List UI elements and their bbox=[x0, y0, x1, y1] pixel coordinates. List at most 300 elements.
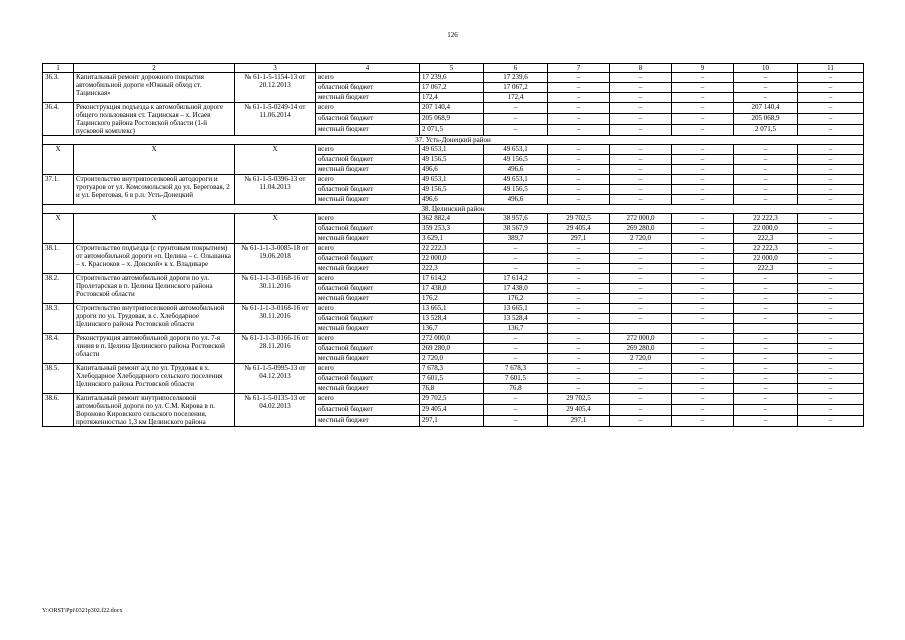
amount-cell: – bbox=[798, 354, 864, 364]
amount-cell: 22 000,0 bbox=[734, 224, 798, 234]
amount-cell: – bbox=[734, 374, 798, 384]
amount-cell: 29 702,5 bbox=[420, 394, 484, 405]
amount-cell: – bbox=[484, 354, 548, 364]
budget-type: областной бюджет bbox=[316, 155, 420, 165]
amount-cell: – bbox=[672, 175, 734, 185]
budget-type: всего bbox=[316, 73, 420, 83]
object-name: Реконструкция автомобильной дороги по ул. 7-я линия в п. Целина Целинского района Ростовской области bbox=[74, 334, 235, 364]
amount-cell: 496,6 bbox=[484, 165, 548, 175]
column-number: 10 bbox=[734, 64, 798, 73]
amount-cell: 207 140,4 bbox=[420, 103, 484, 114]
table-row bbox=[43, 334, 864, 344]
amount-cell: – bbox=[548, 304, 610, 314]
budget-type: областной бюджет bbox=[316, 114, 420, 125]
amount-cell: 17 438,0 bbox=[484, 284, 548, 294]
amount-cell: 496,6 bbox=[484, 195, 548, 205]
amount-cell: – bbox=[734, 195, 798, 205]
object-name: Капитальный ремонт внутрипоселковой автомобильной дороги по ул. С.М. Кирова в п. Вороново Кировского сельского поселения, протяженностью 1,3 км Целинского района bbox=[74, 394, 235, 427]
district-heading-row bbox=[43, 136, 864, 145]
amount-cell: – bbox=[672, 185, 734, 195]
amount-cell: – bbox=[548, 185, 610, 195]
amount-cell: 205 068,9 bbox=[734, 114, 798, 125]
amount-cell: – bbox=[548, 165, 610, 175]
amount-cell: – bbox=[484, 103, 548, 114]
amount-cell: – bbox=[672, 155, 734, 165]
column-number: 5 bbox=[420, 64, 484, 73]
amount-cell: 7 601,5 bbox=[484, 374, 548, 384]
amount-cell: – bbox=[548, 145, 610, 155]
amount-cell: 222,3 bbox=[734, 264, 798, 274]
document-number: № 61-1-1-3-0168-16 от 30.11.2016 bbox=[235, 304, 316, 334]
amount-cell: – bbox=[672, 334, 734, 344]
budget-type: областной бюджет bbox=[316, 224, 420, 234]
amount-cell: 22 222,3 bbox=[734, 214, 798, 224]
amount-cell: – bbox=[672, 314, 734, 324]
amount-cell: 496,6 bbox=[420, 165, 484, 175]
amount-cell: 272 000,0 bbox=[610, 214, 672, 224]
amount-cell: – bbox=[548, 103, 610, 114]
district-heading: 37. Усть-Донецкий район bbox=[43, 136, 864, 145]
amount-cell: – bbox=[798, 405, 864, 416]
amount-cell: – bbox=[610, 284, 672, 294]
amount-cell: – bbox=[798, 314, 864, 324]
amount-cell: 297,1 bbox=[420, 416, 484, 427]
amount-cell: 136,7 bbox=[484, 324, 548, 334]
amount-cell: – bbox=[798, 125, 864, 136]
amount-cell: – bbox=[734, 284, 798, 294]
budget-type: местный бюджет bbox=[316, 93, 420, 103]
amount-cell: – bbox=[798, 274, 864, 284]
amount-cell: – bbox=[672, 274, 734, 284]
amount-cell: – bbox=[548, 274, 610, 284]
budget-type: местный бюджет bbox=[316, 195, 420, 205]
amount-cell: – bbox=[610, 175, 672, 185]
amount-cell: – bbox=[548, 114, 610, 125]
amount-cell: – bbox=[798, 93, 864, 103]
amount-cell: 17 067,2 bbox=[484, 83, 548, 93]
amount-cell: – bbox=[548, 354, 610, 364]
amount-cell: – bbox=[798, 304, 864, 314]
amount-cell: 17 438,0 bbox=[420, 284, 484, 294]
amount-cell: – bbox=[610, 155, 672, 165]
item-number: Х bbox=[43, 214, 74, 244]
budget-type: местный бюджет bbox=[316, 165, 420, 175]
budget-type: областной бюджет bbox=[316, 374, 420, 384]
budget-type: местный бюджет bbox=[316, 384, 420, 394]
amount-cell: – bbox=[672, 394, 734, 405]
amount-cell: – bbox=[672, 103, 734, 114]
object-name: Капитальный ремонт а/д по ул. Трудовая в х. Хлебодарное Хлебодарного сельского поселения Целинского района Ростовской области bbox=[74, 364, 235, 394]
amount-cell: 269 280,0 bbox=[420, 344, 484, 354]
amount-cell: – bbox=[798, 244, 864, 254]
budget-type: местный бюджет bbox=[316, 294, 420, 304]
amount-cell: – bbox=[734, 175, 798, 185]
budget-type: местный бюджет bbox=[316, 354, 420, 364]
amount-cell: – bbox=[798, 394, 864, 405]
table-row bbox=[43, 274, 864, 284]
object-name: Строительство автомобильной дороги по ул. Пролетарская в п. Целина Целинского района Ростовской области bbox=[74, 274, 235, 304]
amount-cell: 172,4 bbox=[484, 93, 548, 103]
amount-cell: – bbox=[484, 264, 548, 274]
amount-cell: 2 071,5 bbox=[420, 125, 484, 136]
document-number: № 61-1-5-0135-13 от 04.02.2013 bbox=[235, 394, 316, 427]
table-row bbox=[43, 73, 864, 83]
object-name: Х bbox=[74, 214, 235, 244]
amount-cell: – bbox=[734, 83, 798, 93]
amount-cell: – bbox=[798, 254, 864, 264]
amount-cell: – bbox=[610, 195, 672, 205]
amount-cell: – bbox=[798, 155, 864, 165]
amount-cell bbox=[610, 324, 672, 334]
amount-cell: – bbox=[484, 394, 548, 405]
amount-cell: 3 629,1 bbox=[420, 234, 484, 244]
table-row bbox=[43, 364, 864, 374]
table-row bbox=[43, 244, 864, 254]
amount-cell: 2 720,0 bbox=[420, 354, 484, 364]
budget-type: всего bbox=[316, 304, 420, 314]
budget-type: всего bbox=[316, 274, 420, 284]
amount-cell: – bbox=[798, 374, 864, 384]
amount-cell: 207 140,4 bbox=[734, 103, 798, 114]
object-name: Реконструкция подъезда к автомобильной дороге общего пользования ст. Тацинская – х. Исаев Тацинского района Ростовской области (1-й пусковой комплекс) bbox=[74, 103, 235, 136]
column-number-row bbox=[43, 64, 864, 73]
amount-cell: – bbox=[610, 304, 672, 314]
item-number: 38.4. bbox=[43, 334, 74, 364]
amount-cell: 17 614,2 bbox=[484, 274, 548, 284]
amount-cell: 13 528,4 bbox=[420, 314, 484, 324]
amount-cell: 176,2 bbox=[420, 294, 484, 304]
amount-cell: – bbox=[672, 224, 734, 234]
amount-cell: – bbox=[734, 93, 798, 103]
amount-cell: – bbox=[734, 304, 798, 314]
amount-cell: – bbox=[798, 185, 864, 195]
amount-cell: 7 678,3 bbox=[420, 364, 484, 374]
amount-cell: 272 000,0 bbox=[420, 334, 484, 344]
amount-cell: – bbox=[484, 244, 548, 254]
amount-cell: – bbox=[734, 314, 798, 324]
amount-cell: 38 957,6 bbox=[484, 214, 548, 224]
budget-type: всего bbox=[316, 244, 420, 254]
amount-cell: – bbox=[672, 83, 734, 93]
amount-cell: – bbox=[484, 344, 548, 354]
object-name: Строительство внутрипоселковой автомобильной дороги по ул. Трудовая, в с. Хлебодарное Целинского района Ростовской области bbox=[74, 304, 235, 334]
amount-cell: 222,3 bbox=[420, 264, 484, 274]
table-row bbox=[43, 175, 864, 185]
amount-cell: – bbox=[610, 103, 672, 114]
amount-cell: 13 528,4 bbox=[484, 314, 548, 324]
amount-cell: 29 405,4 bbox=[548, 224, 610, 234]
amount-cell: – bbox=[798, 384, 864, 394]
amount-cell: – bbox=[672, 294, 734, 304]
item-number: 38.1. bbox=[43, 244, 74, 274]
amount-cell: – bbox=[734, 394, 798, 405]
amount-cell: 269 280,0 bbox=[610, 344, 672, 354]
amount-cell: – bbox=[672, 264, 734, 274]
amount-cell: – bbox=[610, 394, 672, 405]
amount-cell: – bbox=[798, 294, 864, 304]
table-row bbox=[43, 145, 864, 155]
amount-cell bbox=[798, 324, 864, 334]
amount-cell: – bbox=[798, 416, 864, 427]
amount-cell: – bbox=[734, 165, 798, 175]
document-number: № 61-1-5-0396-13 от 11.04.2013 bbox=[235, 175, 316, 205]
amount-cell: – bbox=[610, 73, 672, 83]
amount-cell: – bbox=[548, 155, 610, 165]
column-number: 4 bbox=[316, 64, 420, 73]
amount-cell: – bbox=[672, 384, 734, 394]
amount-cell: – bbox=[548, 374, 610, 384]
amount-cell: – bbox=[548, 284, 610, 294]
amount-cell: – bbox=[548, 364, 610, 374]
amount-cell: 389,7 bbox=[484, 234, 548, 244]
object-name: Капитальный ремонт дорожного покрытия автомобильной дороги «Южный обход ст. Тацинская» bbox=[74, 73, 235, 103]
amount-cell: – bbox=[672, 234, 734, 244]
amount-cell: – bbox=[734, 354, 798, 364]
document-number: № 61-1-1-3-0166-16 от 28.11.2016 bbox=[235, 334, 316, 364]
amount-cell: – bbox=[484, 125, 548, 136]
budget-type: областной бюджет bbox=[316, 254, 420, 264]
table-row bbox=[43, 214, 864, 224]
amount-cell: – bbox=[734, 416, 798, 427]
document-number: Х bbox=[235, 214, 316, 244]
amount-cell: 362 882,4 bbox=[420, 214, 484, 224]
budget-type: всего bbox=[316, 103, 420, 114]
amount-cell: 272 000,0 bbox=[610, 334, 672, 344]
amount-cell: – bbox=[548, 195, 610, 205]
amount-cell: – bbox=[548, 73, 610, 83]
file-path-footer: Y:\ORST\Ppi\0321p302.f22.docx bbox=[42, 608, 123, 614]
amount-cell: – bbox=[672, 405, 734, 416]
amount-cell: – bbox=[734, 274, 798, 284]
amount-cell: – bbox=[610, 185, 672, 195]
amount-cell: – bbox=[610, 254, 672, 264]
amount-cell: – bbox=[672, 125, 734, 136]
amount-cell: – bbox=[672, 416, 734, 427]
document-number: № 61-1-1-3-0168-16 от 30.11.2016 bbox=[235, 274, 316, 304]
amount-cell: 29 405,4 bbox=[420, 405, 484, 416]
amount-cell: – bbox=[798, 264, 864, 274]
amount-cell: – bbox=[548, 254, 610, 264]
amount-cell: 49 653,1 bbox=[484, 145, 548, 155]
budget-type: областной бюджет bbox=[316, 83, 420, 93]
amount-cell: 29 702,5 bbox=[548, 394, 610, 405]
amount-cell: – bbox=[610, 93, 672, 103]
amount-cell: – bbox=[798, 195, 864, 205]
amount-cell: 222,3 bbox=[734, 234, 798, 244]
district-heading: 38. Целинский район bbox=[43, 205, 864, 214]
amount-cell: – bbox=[798, 175, 864, 185]
amount-cell: – bbox=[734, 364, 798, 374]
amount-cell: – bbox=[610, 264, 672, 274]
amount-cell: 2 720,0 bbox=[610, 354, 672, 364]
document-number: № 61-1-5-0995-13 от 04.12.2013 bbox=[235, 364, 316, 394]
amount-cell: 13 665,1 bbox=[420, 304, 484, 314]
amount-cell: – bbox=[734, 334, 798, 344]
amount-cell bbox=[548, 324, 610, 334]
amount-cell: – bbox=[548, 244, 610, 254]
amount-cell: – bbox=[672, 304, 734, 314]
amount-cell: – bbox=[548, 334, 610, 344]
amount-cell: – bbox=[798, 114, 864, 125]
amount-cell: 49 653,1 bbox=[420, 175, 484, 185]
amount-cell: – bbox=[798, 224, 864, 234]
budget-type: всего bbox=[316, 394, 420, 405]
item-number: 36.4. bbox=[43, 103, 74, 136]
column-number: 9 bbox=[672, 64, 734, 73]
amount-cell: 2 720,0 bbox=[610, 234, 672, 244]
amount-cell: – bbox=[484, 405, 548, 416]
amount-cell: 269 280,0 bbox=[610, 224, 672, 234]
item-number: 38.2. bbox=[43, 274, 74, 304]
amount-cell: – bbox=[734, 294, 798, 304]
amount-cell: – bbox=[484, 114, 548, 125]
item-number: 38.5. bbox=[43, 364, 74, 394]
amount-cell: 7 601,5 bbox=[420, 374, 484, 384]
amount-cell: – bbox=[672, 364, 734, 374]
amount-cell: – bbox=[672, 254, 734, 264]
amount-cell: – bbox=[798, 103, 864, 114]
amount-cell: 49 653,1 bbox=[420, 145, 484, 155]
amount-cell: 29 702,5 bbox=[548, 214, 610, 224]
document-number: Х bbox=[235, 145, 316, 175]
amount-cell: – bbox=[610, 145, 672, 155]
amount-cell: 297,1 bbox=[548, 416, 610, 427]
amount-cell bbox=[734, 324, 798, 334]
document-number: № 61-1-1-3-0085-18 от 19.06.2018 bbox=[235, 244, 316, 274]
amount-cell: – bbox=[734, 405, 798, 416]
amount-cell: 13 665,1 bbox=[484, 304, 548, 314]
amount-cell: 49 653,1 bbox=[484, 175, 548, 185]
amount-cell: – bbox=[734, 384, 798, 394]
amount-cell: – bbox=[548, 83, 610, 93]
amount-cell: – bbox=[672, 93, 734, 103]
budget-type: областной бюджет bbox=[316, 405, 420, 416]
budget-type: областной бюджет bbox=[316, 185, 420, 195]
amount-cell: 49 156,5 bbox=[420, 185, 484, 195]
amount-cell bbox=[672, 324, 734, 334]
amount-cell: – bbox=[548, 384, 610, 394]
amount-cell: 359 253,3 bbox=[420, 224, 484, 234]
amount-cell: – bbox=[610, 244, 672, 254]
amount-cell: 38 567,9 bbox=[484, 224, 548, 234]
amount-cell: – bbox=[610, 165, 672, 175]
column-number: 11 bbox=[798, 64, 864, 73]
amount-cell: 205 068,9 bbox=[420, 114, 484, 125]
amount-cell: – bbox=[484, 334, 548, 344]
amount-cell: – bbox=[672, 214, 734, 224]
column-number: 3 bbox=[235, 64, 316, 73]
amount-cell: 176,2 bbox=[484, 294, 548, 304]
budget-type: местный бюджет bbox=[316, 234, 420, 244]
amount-cell: 22 000,0 bbox=[734, 254, 798, 264]
column-number: 2 bbox=[74, 64, 235, 73]
amount-cell: – bbox=[610, 384, 672, 394]
amount-cell: – bbox=[548, 175, 610, 185]
budget-type: областной бюджет bbox=[316, 284, 420, 294]
amount-cell: – bbox=[672, 244, 734, 254]
amount-cell: – bbox=[734, 73, 798, 83]
amount-cell: – bbox=[548, 93, 610, 103]
amount-cell: 17 067,2 bbox=[420, 83, 484, 93]
amount-cell: 17 239,6 bbox=[420, 73, 484, 83]
column-number: 1 bbox=[43, 64, 74, 73]
amount-cell: 172,4 bbox=[420, 93, 484, 103]
amount-cell: – bbox=[610, 274, 672, 284]
item-number: 38.6. bbox=[43, 394, 74, 427]
amount-cell: – bbox=[548, 314, 610, 324]
item-number: 36.3. bbox=[43, 73, 74, 103]
amount-cell: – bbox=[610, 294, 672, 304]
amount-cell: – bbox=[798, 284, 864, 294]
amount-cell: – bbox=[610, 125, 672, 136]
amount-cell: – bbox=[734, 155, 798, 165]
budget-type: областной бюджет bbox=[316, 314, 420, 324]
table-row bbox=[43, 394, 864, 405]
amount-cell: – bbox=[610, 83, 672, 93]
amount-cell: – bbox=[734, 344, 798, 354]
amount-cell: – bbox=[798, 364, 864, 374]
amount-cell: – bbox=[610, 314, 672, 324]
amount-cell: – bbox=[610, 114, 672, 125]
table-row bbox=[43, 103, 864, 114]
amount-cell: – bbox=[548, 125, 610, 136]
amount-cell: 297,1 bbox=[548, 234, 610, 244]
amount-cell: – bbox=[548, 344, 610, 354]
amount-cell: – bbox=[672, 114, 734, 125]
amount-cell: 17 239,6 bbox=[484, 73, 548, 83]
amount-cell: – bbox=[672, 344, 734, 354]
item-number: Х bbox=[43, 145, 74, 175]
amount-cell: – bbox=[548, 264, 610, 274]
amount-cell: 22 222,3 bbox=[420, 244, 484, 254]
item-number: 38.3. bbox=[43, 304, 74, 334]
amount-cell: – bbox=[798, 145, 864, 155]
page-number: 126 bbox=[447, 31, 458, 39]
column-number: 7 bbox=[548, 64, 610, 73]
table-row bbox=[43, 304, 864, 314]
amount-cell: – bbox=[484, 254, 548, 264]
column-number: 8 bbox=[610, 64, 672, 73]
budget-type: местный бюджет bbox=[316, 416, 420, 427]
amount-cell: 7 678,3 bbox=[484, 364, 548, 374]
budget-type: всего bbox=[316, 145, 420, 155]
amount-cell: – bbox=[798, 334, 864, 344]
amount-cell: 496,6 bbox=[420, 195, 484, 205]
amount-cell: – bbox=[484, 416, 548, 427]
amount-cell: 49 156,5 bbox=[484, 185, 548, 195]
budget-type: местный бюджет bbox=[316, 125, 420, 136]
budget-type: местный бюджет bbox=[316, 324, 420, 334]
amount-cell: – bbox=[610, 364, 672, 374]
column-number: 6 bbox=[484, 64, 548, 73]
amount-cell: 76,8 bbox=[420, 384, 484, 394]
amount-cell: – bbox=[672, 195, 734, 205]
amount-cell: 2 071,5 bbox=[734, 125, 798, 136]
amount-cell: – bbox=[798, 214, 864, 224]
object-name: Строительство внутрипоселковой автодороги и тротуаров от ул. Комсомольской до ул. Береговая, 2 и ул. Береговая, 6 в р.п. Усть-Донецкий bbox=[74, 175, 235, 205]
document-number: № 61-1-5-1154-13 от 20.12.2013 bbox=[235, 73, 316, 103]
amount-cell: – bbox=[610, 405, 672, 416]
document-number: № 61-1-5-0249-14 от 11.06.2014 bbox=[235, 103, 316, 136]
amount-cell: – bbox=[610, 374, 672, 384]
amount-cell: – bbox=[610, 416, 672, 427]
amount-cell: – bbox=[734, 185, 798, 195]
amount-cell: 136,7 bbox=[420, 324, 484, 334]
amount-cell: 49 156,5 bbox=[420, 155, 484, 165]
object-name: Строительство подъезда (с грунтовым покрытием) от автомобильной дороги «п. Целина – с. Ольшанка – х. Красноков – х. Донской» к х. Владикаре bbox=[74, 244, 235, 274]
amount-cell: – bbox=[798, 234, 864, 244]
amount-cell: 29 405,4 bbox=[548, 405, 610, 416]
